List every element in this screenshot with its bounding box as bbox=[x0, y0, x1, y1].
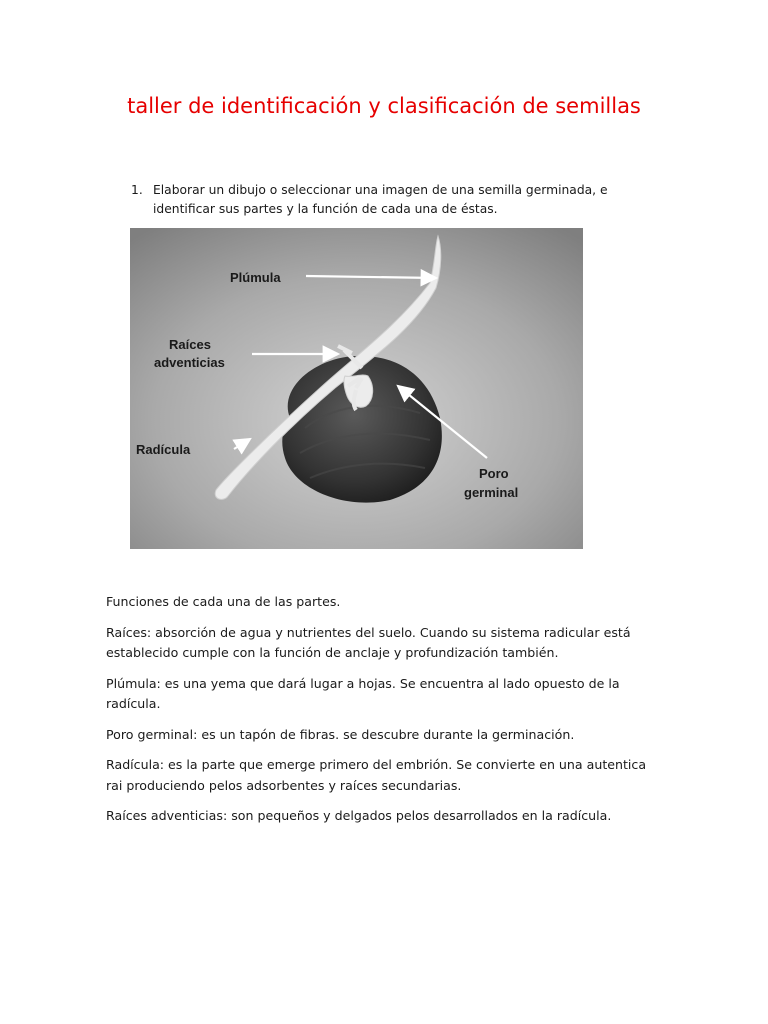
label-raices-line2: adventicias bbox=[154, 355, 225, 370]
functions-section bbox=[106, 592, 666, 837]
label-poro-line1: Poro bbox=[479, 466, 509, 481]
paragraph: Funciones de cada una de las partes. bbox=[106, 594, 341, 609]
label-raices-line1: Raíces bbox=[169, 337, 211, 352]
seed-figure bbox=[130, 228, 583, 549]
germinated-seed-photo bbox=[130, 228, 583, 549]
label-plumula: Plúmula bbox=[230, 270, 281, 285]
label-poro-line2: germinal bbox=[464, 485, 519, 500]
page-title: taller de identificación y clasificación de semillas bbox=[127, 94, 641, 118]
paragraph: Raíces adventicias: son pequeños y delgados pelos desarrollados en la radícula. bbox=[106, 808, 612, 823]
paragraph: Plúmula: es una yema que dará lugar a hojas. Se encuentra al lado opuesto de la radícula. bbox=[106, 675, 620, 711]
paragraph: Radícula: es la parte que emerge primero del embrión. Se convierte en una autentica rai produciendo pelos adsorbentes y raíces secundarias. bbox=[106, 757, 647, 793]
question-list bbox=[131, 181, 651, 219]
question-text: Elaborar un dibujo o seleccionar una imagen de una semilla germinada, e identificar sus partes y la función de cada una de éstas. bbox=[153, 183, 608, 216]
paragraph: Raíces: absorción de agua y nutrientes del suelo. Cuando su sistema radicular está establecido cumple con la función de anclaje y profundización también. bbox=[106, 624, 631, 660]
list-number: 1. bbox=[131, 183, 143, 197]
paragraph: Poro germinal: es un tapón de fibras. se descubre durante la germinación. bbox=[106, 726, 575, 742]
label-radicula: Radícula bbox=[136, 442, 191, 457]
